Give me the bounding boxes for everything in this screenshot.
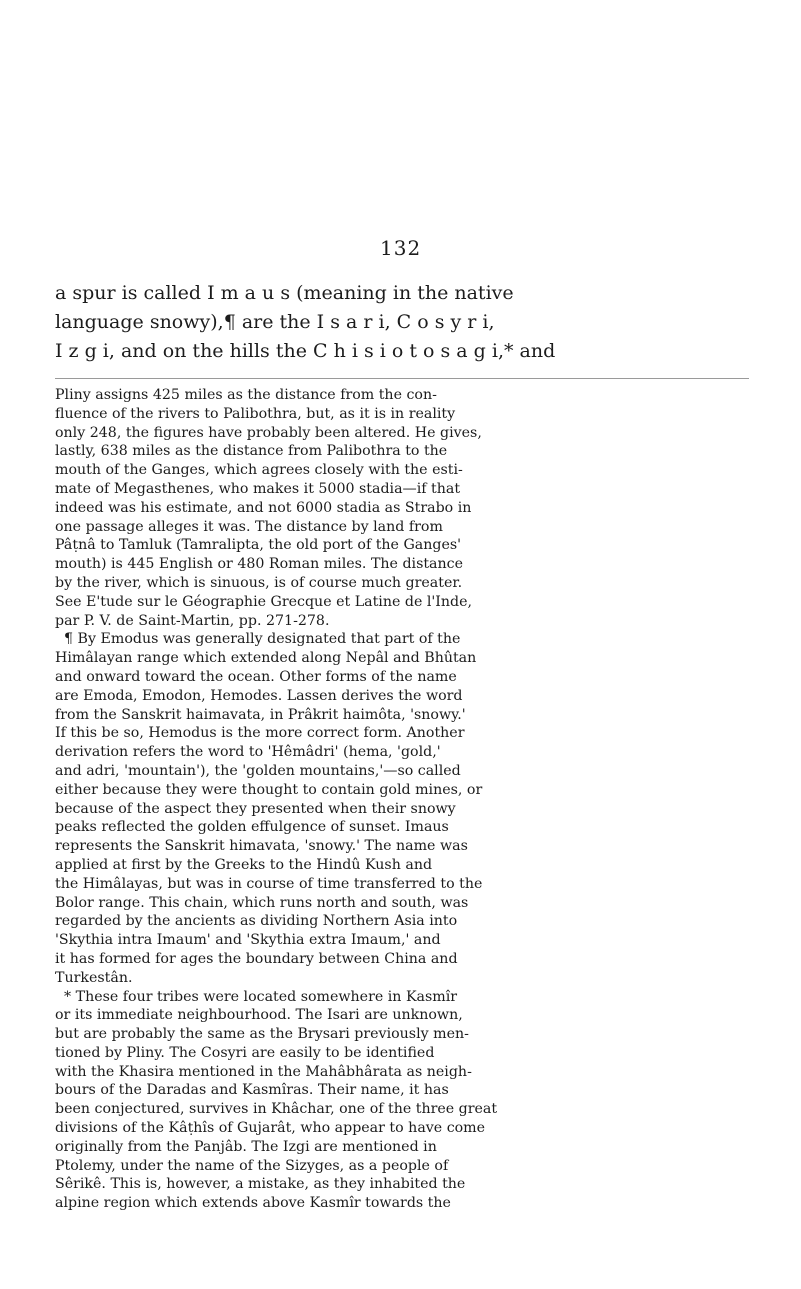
- footnote-line: bours of the Daradas and Kasmîras. Their name, it has: [55, 1082, 449, 1099]
- footnote-line: it has formed for ages the boundary between China and: [55, 950, 458, 967]
- footnote-line: Pâṭnâ to Tamluk (Tamralipta, the old port of the Ganges': [55, 537, 462, 554]
- main-text-line: I z g i, and on the hills the C h i s i o t o s a g i,* and: [55, 340, 556, 362]
- footnote-line: * These four tribes were located somewhere in Kasmîr: [55, 988, 458, 1005]
- main-text: [55, 279, 749, 366]
- footnote-line: Bolor range. This chain, which runs north and south, was: [55, 894, 469, 911]
- footnote-line: or its immediate neighbourhood. The Isari are unknown,: [55, 1007, 463, 1024]
- footnote-line: mouth) is 445 English or 480 Roman miles. The distance: [55, 556, 463, 573]
- footnote-line: Himâlayan range which extended along Nepâl and Bhûtan: [55, 650, 477, 667]
- footnote-line: and onward toward the ocean. Other forms of the name: [55, 668, 457, 685]
- footnote-line: regarded by the ancients as dividing Northern Asia into: [55, 913, 458, 930]
- footnote-line: represents the Sanskrit himavata, 'snowy.' The name was: [55, 838, 468, 855]
- footnote-line: mate of Megasthenes, who makes it 5000 stadia—if that: [55, 480, 461, 497]
- footnote-line: from the Sanskrit haimavata, in Prâkrit haimôta, 'snowy.': [55, 706, 466, 723]
- footnote-line: Pliny assigns 425 miles as the distance from the con-: [55, 387, 437, 403]
- footnote-line: divisions of the Kâṭhîs of Gujarât, who appear to have come: [55, 1120, 486, 1137]
- footnote-line: See E'tude sur le Géographie Grecque et Latine de l'Inde,: [55, 593, 473, 610]
- footnote-line: applied at first by the Greeks to the Hindû Kush and: [55, 856, 433, 873]
- footnote-line: peaks reflected the golden effulgence of sunset. Imaus: [55, 819, 449, 836]
- footnote-line: alpine region which extends above Kasmîr towards the: [55, 1195, 451, 1212]
- footnote-line: been conjectured, survives in Khâchar, one of the three great: [55, 1101, 498, 1118]
- footnote-line: and adri, 'mountain'), the 'golden mountains,'—so called: [55, 762, 461, 779]
- footnote-line: because of the aspect they presented when their snowy: [55, 800, 456, 817]
- footnote-line: mouth of the Ganges, which agrees closely with the esti-: [55, 462, 463, 479]
- footnote-line: one passage alleges it was. The distance by land from: [55, 518, 443, 535]
- footnote-line: ¶ By Emodus was generally designated that part of the: [55, 631, 461, 648]
- page-number: 132: [380, 236, 422, 260]
- footnote-line: lastly, 638 miles as the distance from Palibothra to the: [55, 443, 448, 460]
- footnote-line: the Himâlayas, but was in course of time transferred to the: [55, 875, 483, 892]
- footnote-line: Sêrikê. This is, however, a mistake, as they inhabited the: [55, 1176, 466, 1193]
- footnote-line: derivation refers the word to 'Hêmâdri' (hema, 'gold,': [55, 744, 441, 761]
- footnote-line: only 248, the figures have probably been altered. He gives,: [55, 424, 482, 441]
- footnote-line: If this be so, Hemodus is the more correct form. Another: [55, 725, 465, 742]
- footnote-line: 'Skythia intra Imaum' and 'Skythia extra Imaum,' and: [55, 932, 441, 949]
- footnote-line: Turkestân.: [55, 969, 133, 986]
- main-text-line: language snowy),¶ are the I s a r i, C o s y r i,: [55, 311, 495, 333]
- footnote-line: are Emoda, Emodon, Hemodes. Lassen derives the word: [55, 687, 463, 704]
- footnote-line: Ptolemy, under the name of the Sizyges, as a people of: [55, 1157, 449, 1174]
- footnote-line: par P. V. de Saint-Martin, pp. 271-278.: [55, 612, 330, 629]
- main-text-line: a spur is called I m a u s (meaning in the native: [55, 282, 514, 304]
- footnote-divider: [55, 378, 749, 379]
- footnote-line: but are probably the same as the Brysari previously men-: [55, 1026, 469, 1043]
- footnote-line: indeed was his estimate, and not 6000 stadia as Strabo in: [55, 499, 472, 516]
- footnote-line: with the Khasira mentioned in the Mahâbhârata as neigh-: [55, 1063, 472, 1080]
- footnote-line: by the river, which is sinuous, is of course much greater.: [55, 574, 463, 591]
- footnote-line: originally from the Panjâb. The Izgi are mentioned in: [55, 1138, 437, 1155]
- footnote-line: fluence of the rivers to Palibothra, but, as it is in reality: [55, 405, 456, 422]
- footnote-line: either because they were thought to contain gold mines, or: [55, 781, 483, 798]
- footnote-line: tioned by Pliny. The Cosyri are easily to be identified: [55, 1044, 435, 1061]
- footnotes: [55, 386, 749, 1213]
